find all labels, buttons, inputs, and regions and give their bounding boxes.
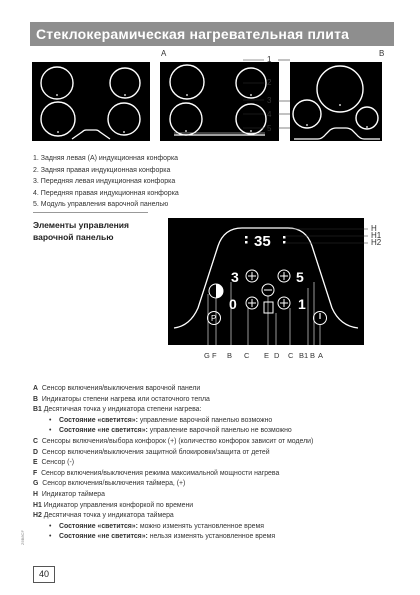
description-text: Сенсор (-) xyxy=(41,459,75,467)
callout-5: 5 xyxy=(267,124,272,133)
timer-sensor xyxy=(208,312,221,325)
legend-item: 5. Модуль управления варочной панелью xyxy=(33,201,169,208)
legend-item: 2. Задняя правая индукционная конфорка xyxy=(33,166,171,174)
legend-item: 3. Передняя левая индукционная конфорка xyxy=(33,178,176,185)
label-a: A xyxy=(318,351,324,360)
power-level-display-right-top: 5 xyxy=(296,269,304,285)
description-key: Состояние «не светится»: xyxy=(59,533,148,541)
description-key: B xyxy=(33,395,38,403)
zone-plus-sensor-bottom-left xyxy=(246,297,258,309)
description-key: Состояние «светится»: xyxy=(59,416,138,424)
description-row xyxy=(33,405,393,416)
timer-display: 35 xyxy=(254,233,271,250)
description-text: Сенсор включения/выключения режима максимальной мощности нагрева xyxy=(41,469,280,477)
label-h1: H1 xyxy=(371,231,382,240)
zone-plus-sensor-top-right xyxy=(278,270,290,282)
label-h2: H2 xyxy=(371,238,382,247)
section-title-line1: Элементы управления xyxy=(33,220,129,230)
description-bullet xyxy=(33,532,393,543)
description-key: A xyxy=(33,385,38,392)
label-e: E xyxy=(264,351,270,360)
description-text: нельзя изменять установленное время xyxy=(149,533,276,541)
description-text: Сенсоры включения/выбора конфорок (+) (количество конфорок зависит от модели) xyxy=(41,437,314,445)
description-text: Сенсор включения/выключения варочной панели xyxy=(41,385,201,392)
description-text: управление варочной панелью не возможно xyxy=(149,427,292,435)
zone-plus-sensor-top-left xyxy=(246,270,258,282)
svg-text:P: P xyxy=(211,314,217,323)
description-key: F xyxy=(33,469,38,477)
label-d: D xyxy=(274,351,280,360)
legend-item: 4. Передняя правая индукционная конфорка xyxy=(33,189,179,197)
description-key: Состояние «светится»: xyxy=(59,522,138,530)
power-level-display-right-bottom: 1 xyxy=(298,296,306,312)
description-row xyxy=(33,469,393,480)
description-key: G xyxy=(33,480,39,488)
description-row xyxy=(33,511,393,522)
description-text: Индикатор таймера xyxy=(41,490,105,498)
description-bullet xyxy=(33,522,393,533)
description-key: C xyxy=(33,437,38,445)
section-title-line2: варочной панелью xyxy=(33,232,114,242)
label-b1: B1 xyxy=(299,351,309,360)
description-bullet xyxy=(33,416,393,427)
label-c: C xyxy=(244,351,250,360)
callout-3: 3 xyxy=(267,96,272,105)
description-text: управление варочной панелью возможно xyxy=(139,416,273,424)
zone-plus-sensor-bottom-right xyxy=(278,297,290,309)
hob-label-b: B xyxy=(379,49,385,58)
power-level-display-left-top: 3 xyxy=(231,269,239,285)
description-text: Десятичная точка у индикатора таймера xyxy=(43,512,174,520)
description-text: можно изменять установленное время xyxy=(139,522,264,530)
power-boost-sensor xyxy=(209,284,223,298)
description-row xyxy=(33,395,393,406)
label-g: G xyxy=(204,351,210,360)
label-h: H xyxy=(371,224,377,233)
description-row xyxy=(33,384,393,395)
label-b-right: B xyxy=(310,351,316,360)
description-row xyxy=(33,448,393,459)
controls-description-list xyxy=(33,384,393,543)
description-bullet xyxy=(33,426,393,437)
hob-label-a: A xyxy=(161,49,167,58)
description-key: H xyxy=(33,490,38,498)
power-level-display-left-bottom: 0 xyxy=(229,296,237,312)
description-key: B1 xyxy=(33,406,42,414)
side-code: Z6B8CF xyxy=(20,530,25,545)
legend-item: 1. Задняя левая (A) индукционная конфорка xyxy=(33,155,179,162)
power-on-off-sensor xyxy=(314,312,327,325)
label-b: B xyxy=(227,351,233,360)
child-lock-sensor xyxy=(264,302,273,313)
label-c-right: C xyxy=(288,351,294,360)
description-key: D xyxy=(33,448,38,456)
description-row xyxy=(33,437,393,448)
minus-sensor xyxy=(262,284,274,296)
label-f: F xyxy=(212,351,217,360)
description-text: Индикаторы степени нагрева или остаточного тепла xyxy=(41,395,210,403)
description-row xyxy=(33,458,393,469)
description-row xyxy=(33,490,393,501)
description-key: E xyxy=(33,459,38,467)
page-number: 40 xyxy=(33,566,55,583)
description-text: Сенсор включения/выключения таймера, (+) xyxy=(42,480,186,488)
callout-2: 2 xyxy=(267,78,272,87)
description-row xyxy=(33,479,393,490)
callout-1: 1 xyxy=(267,55,272,64)
description-key: Состояние «не светится»: xyxy=(59,427,148,435)
callout-4: 4 xyxy=(267,110,272,119)
panel-right-leader-lines xyxy=(0,0,420,260)
description-key: H2 xyxy=(33,512,42,520)
description-row xyxy=(33,501,393,512)
description-key: H1 xyxy=(33,501,42,509)
description-text: Десятичная точка у индикатора степени нагрева: xyxy=(43,406,202,414)
description-text: Индикатор управления конфоркой по времени xyxy=(43,501,194,509)
description-text: Сенсор включения/выключения защитной блокировки/защита от детей xyxy=(41,448,270,456)
page-title: Стеклокерамическая нагревательная плита xyxy=(30,22,394,46)
